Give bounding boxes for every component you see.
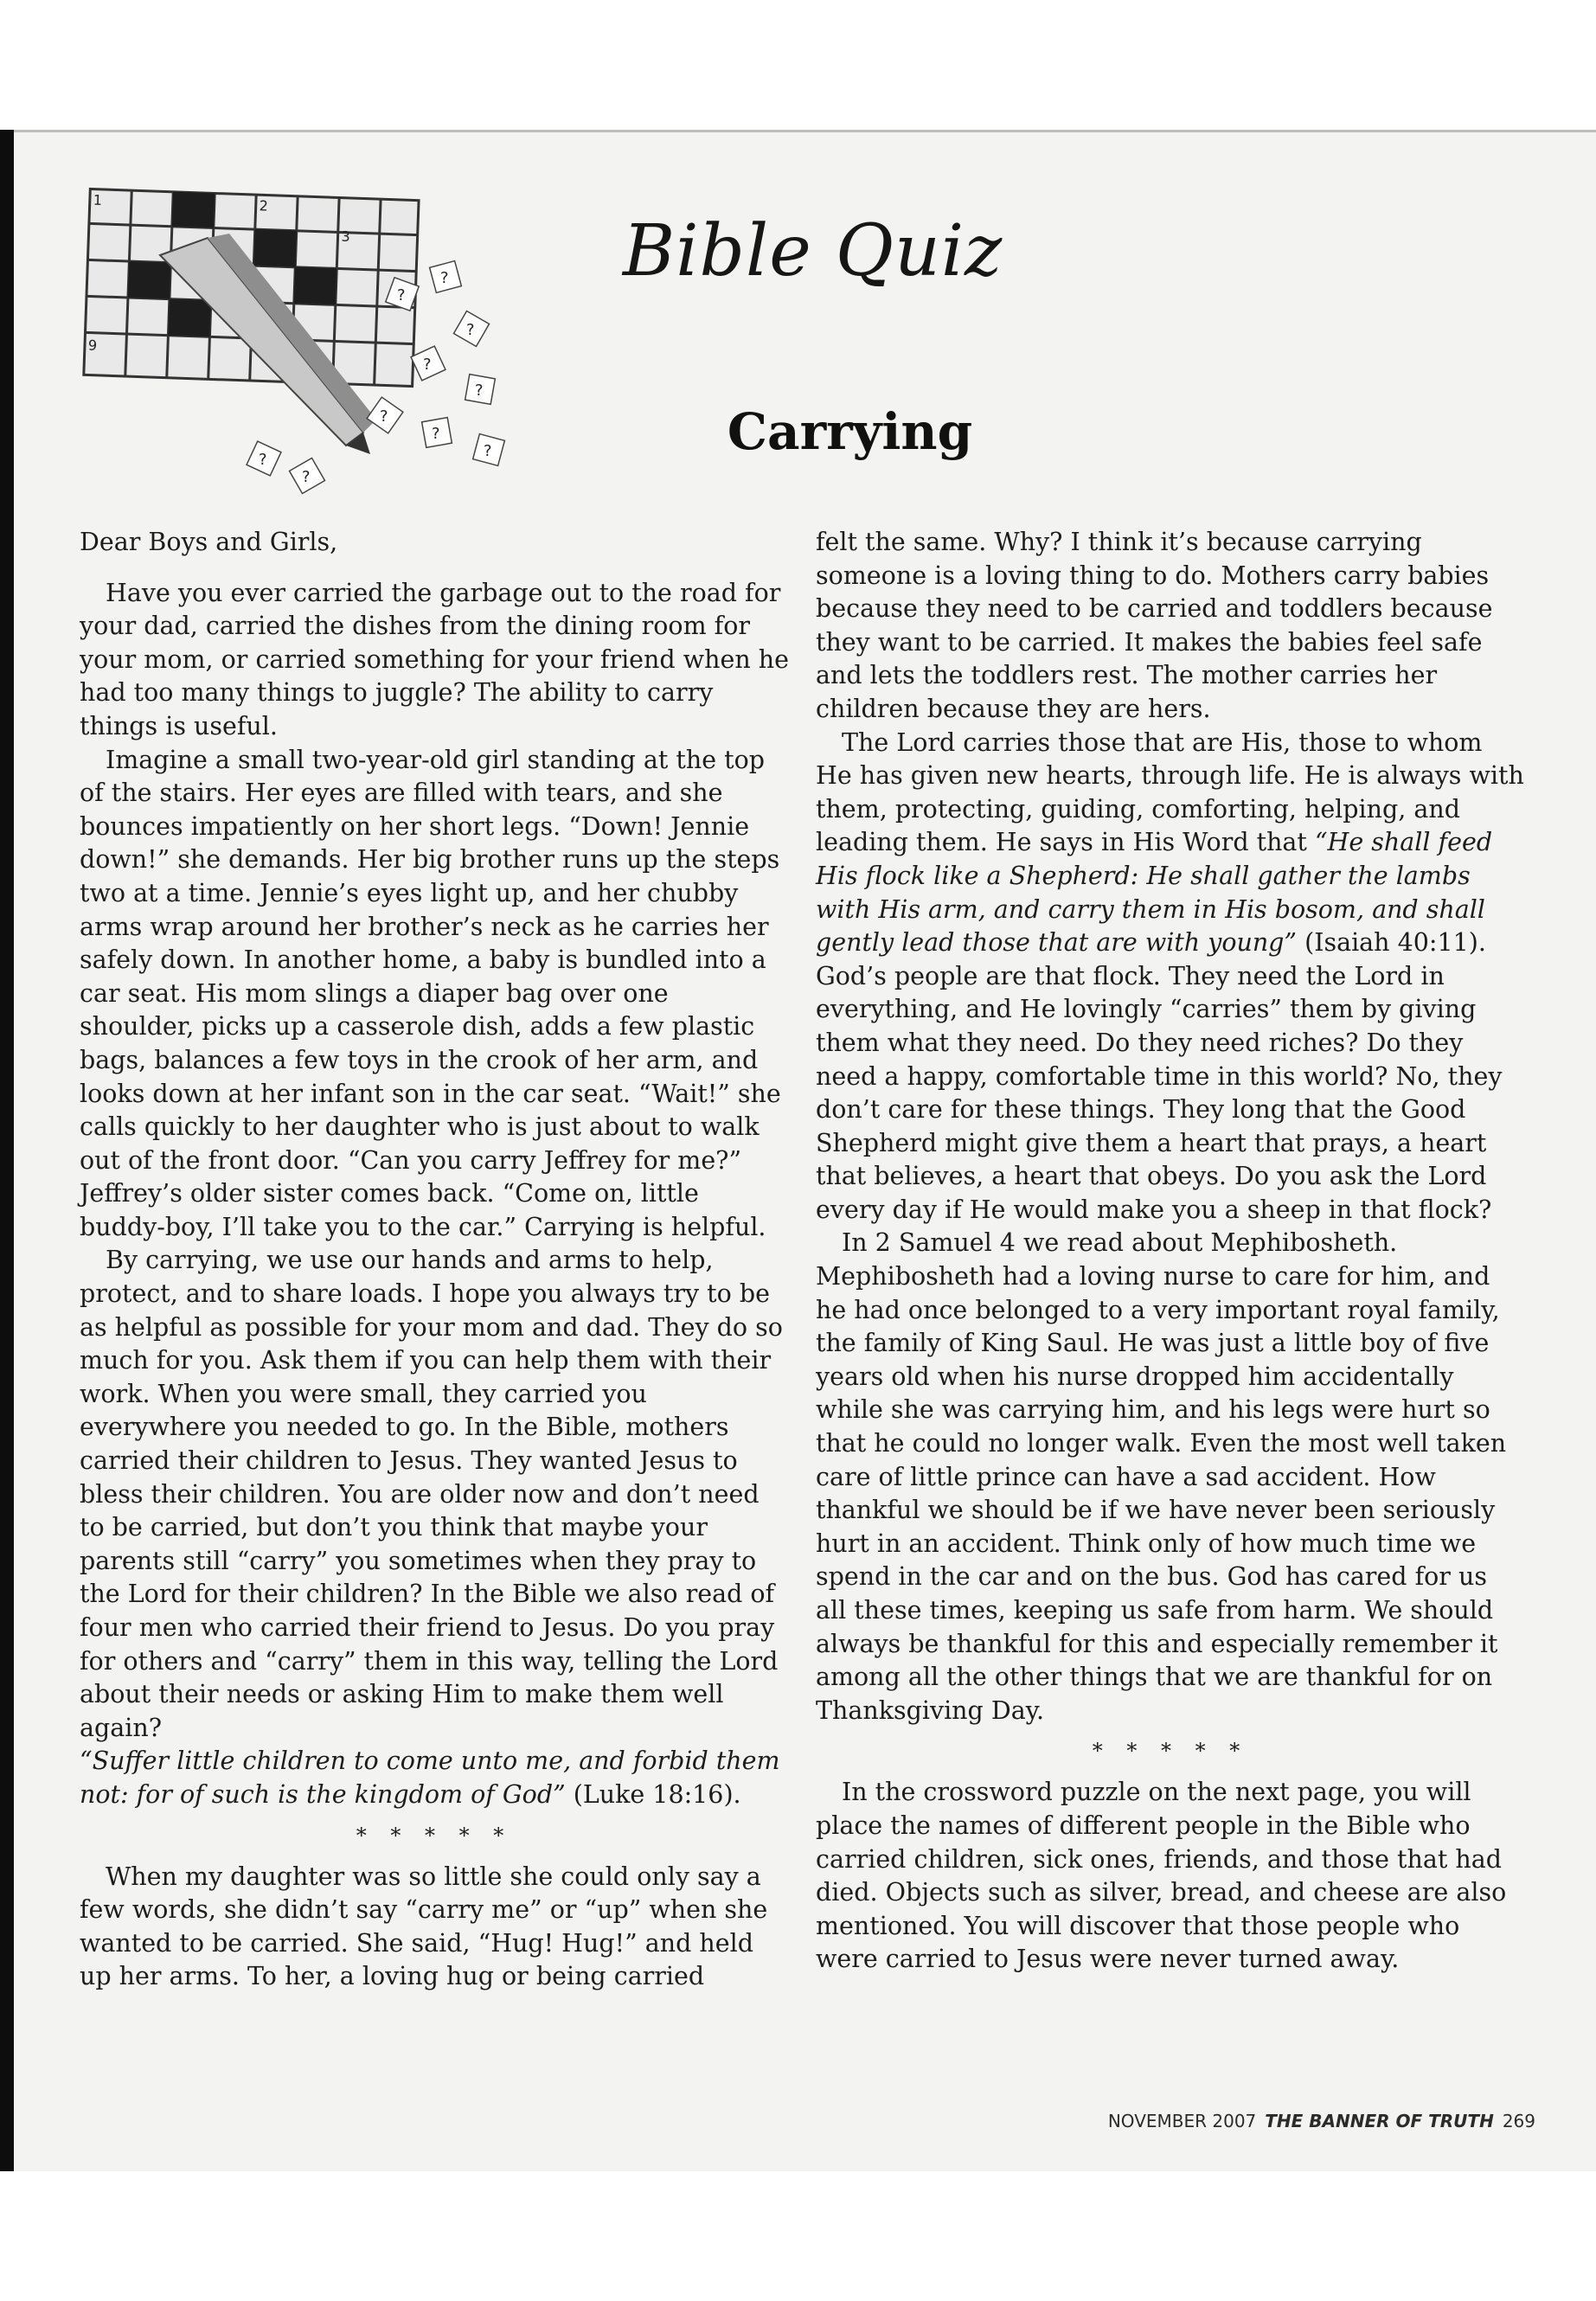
paragraph: In the crossword puzzle on the next page, you will place the names of different people in the Bible who carried children, sick ones, friends, and those that had died. Objects such as silver, bread, and cheese are also mentioned. You will discover that those people who were carried to Jesus were never turned away. — [816, 1778, 1507, 1974]
svg-text:?: ? — [484, 442, 492, 460]
svg-text:?: ? — [466, 321, 475, 339]
svg-text:?: ? — [440, 269, 449, 287]
paragraph: By carrying, we use our hands and arms to help, protect, and to share loads. I hope you always try to be as helpful as possible for your mom and dad. They do so much for you. Ask them if you can help them with their work. When you were small, they carried you everywhere you needed to go. In the Bible, mothers carried their children to Jesus. They wanted Jesus to bless their children. You are older now and don’t need to be carried, but don’t you think that maybe your parents still “carry” you sometimes when they pray to the Lord for their children? In the Bible we also read of four men who carried their friend to Jesus. Do you pray for others and “carry” them in this way, telling the Lord about their needs or asking Him to make them well again? — [80, 1246, 783, 1742]
scripture-quote: “He shall feed His flock like a Shepherd: He shall gather the lambs with His arm, and carry them in His bosom, and shall gently lead those that are with young” — [816, 828, 1493, 958]
section-divider: * * * * * — [356, 1823, 513, 1848]
svg-text:?: ? — [432, 425, 440, 443]
scripture-quote — [80, 1745, 789, 1811]
svg-text:?: ? — [475, 381, 484, 400]
quote-reference: (Luke 18:16). — [565, 1779, 741, 1809]
crossword-number: 2 — [259, 197, 269, 215]
paragraph: When my daughter was so little she could only say a few words, she didn’t say “carry me” or “up” when she wanted to be carried. She said, “Hug! Hug!” and held up her arms. To her, a loving hug or being carried — [80, 1862, 768, 1991]
magazine-name: THE BANNER OF TRUTH — [1265, 2111, 1494, 2131]
left-column — [80, 526, 789, 1994]
crossword-number: 3 — [341, 228, 351, 245]
paragraph-text: The Lord carries those that are His, those to whom He has given new hearts, through life. He is always with them, protecting, guiding, comforting, helping, and leading them. He says in His Word that — [816, 727, 1524, 857]
paragraph: felt the same. Why? I think it’s because carrying someone is a loving thing to do. Mothers carry babies because they need to be carried and toddlers because they want to be carried. It makes the babies feel safe and lets the toddlers rest. The mother carries her children because they are hers. — [816, 528, 1493, 723]
svg-text:?: ? — [397, 286, 406, 304]
svg-text:?: ? — [302, 468, 311, 486]
paragraph — [816, 727, 1525, 1227]
paragraph: Have you ever carried the garbage out to the road for your dad, carried the dishes from the dining room for your mom, or carried something for your friend when he had too many things to juggle? The ability to carry things is useful. — [80, 578, 789, 740]
section-divider: * * * * * — [1092, 1739, 1249, 1764]
svg-text:?: ? — [380, 407, 388, 426]
paragraph: In 2 Samuel 4 we read about Mephibosheth. Mephibosheth had a loving nurse to care for him, and he had once belonged to a very important royal family, the family of King Saul. He was just a little boy of five years old when his nurse dropped him accidentally while she was carrying him, and his legs were hurt so that he could no longer walk. Even the most well taken care of little prince can have a sad accident. How thankful we should be if we have never been seriously hurt in an accident. Think only of how much time we spend in the car and on the bus. God has cared for us all these times, keeping us safe from harm. We should always be thankful for this and especially remember it among all the other things that we are thankful for on Thanksgiving Day. — [816, 1228, 1507, 1725]
page-footer — [1108, 2111, 1535, 2131]
crossword-number: 9 — [87, 336, 98, 354]
paragraph-text: (Isaiah 40:11). God’s people are that flock. They need the Lord in everything, and He lovingly “carries” them by giving them what they need. Do they need riches? Do they need a happy, comfortable time in this world? No, they don’t care for these things. They long that the Good Shepherd might give them a heart that prays, a heart that believes, a heart that obeys. Do you ask the Lord every day if He would make you a sheep in that flock? — [816, 928, 1503, 1224]
section-title: Bible Quiz — [623, 210, 1003, 292]
salutation: Dear Boys and Girls, — [80, 528, 338, 556]
page-number: 269 — [1502, 2111, 1535, 2131]
svg-text:?: ? — [423, 356, 432, 374]
right-column — [816, 526, 1525, 1977]
top-rule — [14, 130, 1596, 132]
crossword-number: 1 — [93, 191, 103, 208]
article-title: Carrying — [727, 402, 973, 461]
issue-date: NOVEMBER 2007 — [1107, 2111, 1257, 2131]
quote-text: “Suffer little children to come unto me, and forbid them not: for of such is the kingdom of God” — [80, 1747, 780, 1809]
paragraph: Imagine a small two-year-old girl standing at the top of the stairs. Her eyes are filled with tears, and she bounces impatiently on her short legs. “Down! Jennie down!” she demands. Her big brother runs up the steps two at a time. Jennie’s eyes light up, and her chubby arms wrap around her brother’s neck as he carries her safely down. In another home, a baby is bundled into a car seat. His mom slings a diaper bag over one shoulder, picks up a casserole dish, adds a few plastic bags, balances a few toys in the crook of her arm, and looks down at her infant son in the car seat. “Wait!” she calls quickly to her daughter who is just about to walk out of the front door. “Can you carry Jeffrey for me?” Jeffrey’s older sister comes back. “Come on, little buddy-boy, I’ll take you to the car.” Carrying is helpful. — [80, 745, 781, 1241]
crossword-illustration — [78, 186, 528, 506]
svg-text:?: ? — [259, 451, 267, 469]
